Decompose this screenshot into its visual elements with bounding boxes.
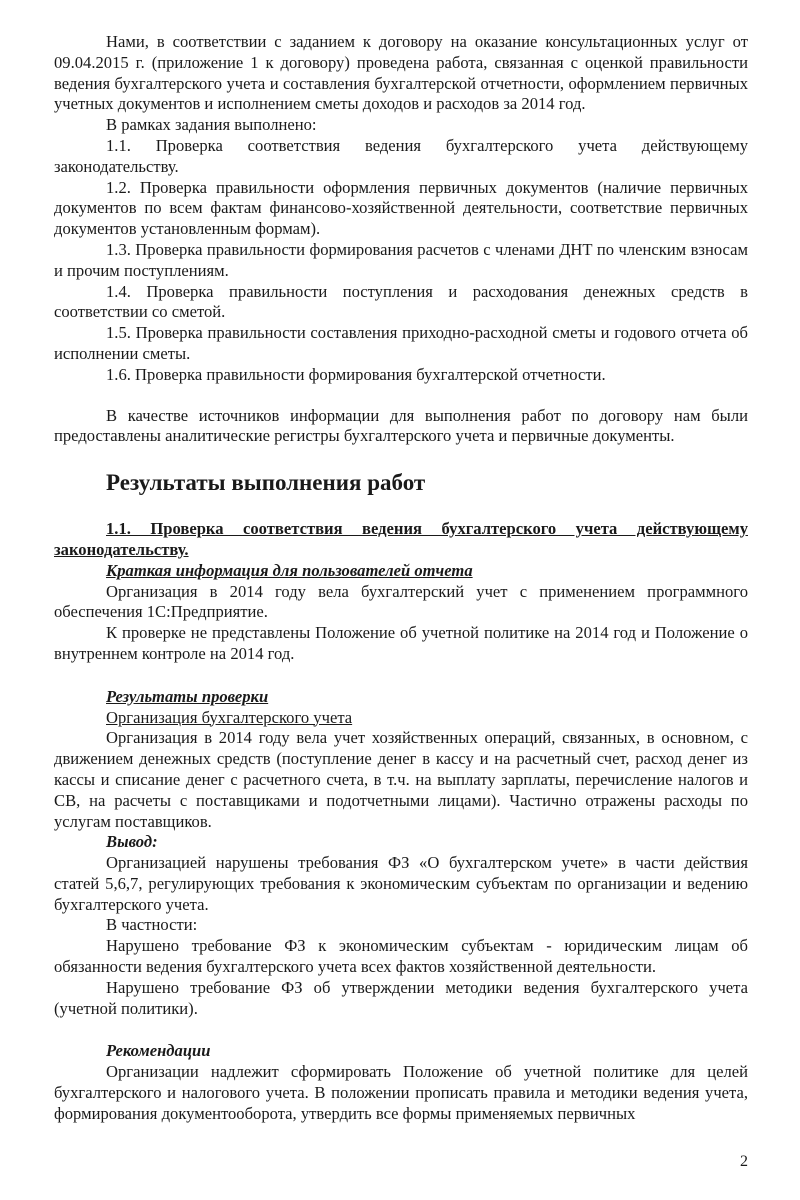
results-heading: Результаты выполнения работ (106, 470, 426, 496)
section-title: 1.1. Проверка соответствия ведения бухгалтерского учета действующему законодательству. (54, 519, 748, 559)
brief-info-heading: Краткая информация для пользователей отчета (106, 560, 473, 580)
check-results-paragraph: Организация в 2014 году вела учет хозяйственных операций, связанных, в основном, с движением денежных средств (поступление денег в кассу и на расчетный счет, расход денег из кассы и списание денег с расчетного счета, в т.ч. на выплату зарплаты, перечисление налогов и СВ, на расчеты с поставщиками и подотчетными лицами). Частично отражены расходы по услугам поставщиков. (54, 728, 748, 831)
scope-item-1-5: 1.5. Проверка правильности составления приходно-расходной сметы и годового отчета об исполнении сметы. (54, 323, 748, 363)
scope-item-1-6: 1.6. Проверка правильности формирования бухгалтерской отчетности. (106, 364, 606, 384)
spacer (54, 497, 748, 519)
spacer (54, 665, 748, 687)
conclusion-paragraph-3: Нарушено требование ФЗ к экономическим субъектам - юридическим лицам об обязанности ведения бухгалтерского учета всех фактов хозяйственной деятельности. (54, 936, 748, 977)
recommendations-paragraph: Организации надлежит сформировать Положение об учетной политике для целей бухгалтерского и налогового учета. В положении прописать правила и методики ведения учета, формирования документооборота, утвердить все формы применяемых первичных (54, 1062, 748, 1123)
conclusion-paragraph-4: Нарушено требование ФЗ об утверждении методики ведения бухгалтерского учета (учетной политики). (54, 977, 748, 1018)
check-results-heading: Результаты проверки (106, 686, 269, 706)
conclusion-paragraph-2: В частности: (106, 915, 198, 935)
conclusion-paragraph-1: Организацией нарушены требования ФЗ «О бухгалтерском учете» в части действия статей 5,6,7, регулирующих требования к экономическим субъектам по организации и ведению бухгалтерского учета. (54, 853, 748, 914)
accounting-org-subheading: Организация бухгалтерского учета (106, 707, 353, 727)
scope-item-1-4: 1.4. Проверка правильности поступления и расходования денежных средств в соответствии со сметой. (54, 281, 748, 322)
spacer (54, 386, 748, 406)
brief-info-paragraph-2: К проверке не представлены Положение об учетной политике на 2014 год и Положение о внутреннем контроле на 2014 год. (54, 623, 748, 663)
scope-item-1-1: 1.1. Проверка соответствия ведения бухгалтерского учета действующему законодательству. (54, 135, 748, 176)
brief-info-paragraph-1: Организация в 2014 году вела бухгалтерский учет с применением программного обеспечения 1С:Предприятие. (54, 581, 748, 622)
page-number: 2 (740, 1153, 748, 1170)
intro-paragraph: Нами, в соответствии с заданием к договору на оказание консультационных услуг от 09.04.2015 г. (приложение 1 к договору) проведена работа, связанная с оценкой правильности ведения бухгалтерского учета и составления бухгалтерской отчетности, оформлением первичных учетных документов и исполнением сметы доходов и расходов за 2014 год. (54, 32, 748, 114)
recommendations-heading: Рекомендации (106, 1041, 211, 1061)
spacer (54, 447, 748, 469)
scope-lead: В рамках задания выполнено: (106, 115, 317, 135)
conclusion-heading: Вывод: (106, 832, 158, 852)
scope-item-1-3: 1.3. Проверка правильности формирования расчетов с членами ДНТ по членским взносам и прочим поступлениям. (54, 239, 748, 280)
spacer (54, 1019, 748, 1041)
scope-item-1-2: 1.2. Проверка правильности оформления первичных документов (наличие первичных документов по всем фактам финансово-хозяйственной деятельности, соответствие первичных документов установленным формам). (54, 177, 748, 239)
sources-paragraph: В качестве источников информации для выполнения работ по договору нам были предоставлены аналитические регистры бухгалтерского учета и первичные документы. (54, 405, 748, 446)
